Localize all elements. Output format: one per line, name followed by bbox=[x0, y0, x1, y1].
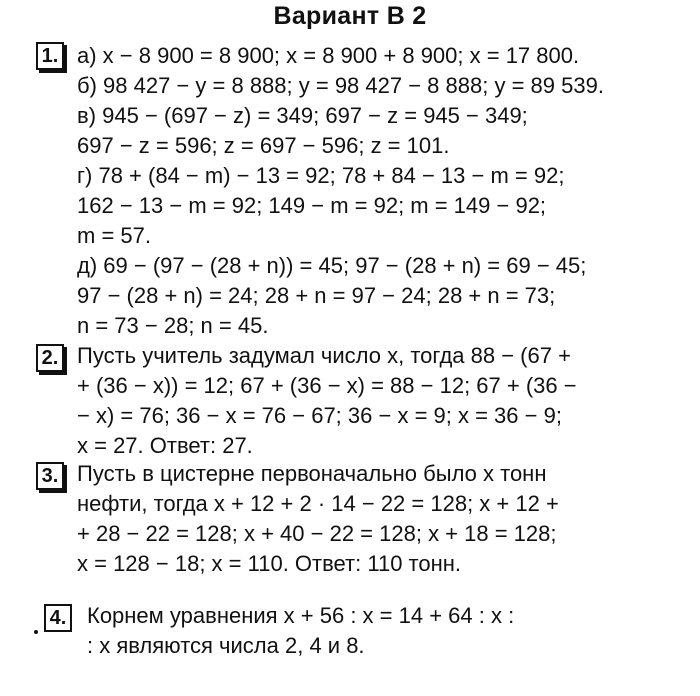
stray-dot bbox=[34, 630, 38, 634]
task-1-line-10: n = 73 − 28; n = 45. bbox=[77, 313, 269, 338]
task-number-2: 2. bbox=[36, 344, 64, 372]
task-3-line-3: + 28 − 22 = 128; x + 40 − 22 = 128; x + 18 = 128; bbox=[77, 521, 557, 546]
task-1-line-4: 697 − z = 596; z = 697 − 596; z = 101. bbox=[77, 133, 450, 158]
task-1-line-7: m = 57. bbox=[77, 223, 151, 248]
task-3-line-1: Пусть в цистерне первоначально было x тонн bbox=[77, 461, 547, 486]
task-1-line-6: 162 − 13 − m = 92; 149 − m = 92; m = 149 − 92; bbox=[77, 193, 547, 218]
task-1-line-5: г) 78 + (84 − m) − 13 = 92; 78 + 84 − 13 − m = 92; bbox=[77, 163, 565, 188]
task-1-line-2: б) 98 427 − y = 8 888; y = 98 427 − 8 888; y = 89 539. bbox=[77, 73, 604, 98]
task-1-line-8: д) 69 − (97 − (28 + n)) = 45; 97 − (28 + n) = 69 − 45; bbox=[77, 253, 587, 278]
task-number-1: 1. bbox=[36, 42, 64, 70]
task-3-line-2: нефти, тогда x + 12 + 2 · 14 − 22 = 128; x + 12 + bbox=[77, 491, 559, 516]
task-number-4: 4. bbox=[44, 604, 72, 632]
task-2-line-2: + (36 − x)) = 12; 67 + (36 − x) = 88 − 12; 67 + (36 − bbox=[77, 373, 577, 398]
page-title: Вариант В 2 bbox=[273, 2, 427, 30]
task-1-line-3: в) 945 − (697 − z) = 349; 697 − z = 945 − 349; bbox=[77, 103, 528, 128]
task-4-line-2: : x являются числа 2, 4 и 8. bbox=[87, 633, 365, 658]
task-number-3: 3. bbox=[36, 462, 64, 490]
task-1-line-1: а) x − 8 900 = 8 900; x = 8 900 + 8 900; x = 17 800. bbox=[77, 43, 580, 68]
task-2-line-1: Пусть учитель задумал число x, тогда 88 − (67 + bbox=[77, 343, 571, 368]
task-2-line-3: − x) = 76; 36 − x = 76 − 67; 36 − x = 9; x = 36 − 9; bbox=[77, 403, 562, 428]
task-4-line-1: Корнем уравнения x + 56 : x = 14 + 64 : x : bbox=[87, 603, 515, 628]
task-1-line-9: 97 − (28 + n) = 24; 28 + n = 97 − 24; 28 + n = 73; bbox=[77, 283, 556, 308]
task-3-line-4: x = 128 − 18; x = 110. Ответ: 110 тонн. bbox=[77, 551, 462, 576]
task-2-line-4: x = 27. Ответ: 27. bbox=[77, 433, 253, 458]
